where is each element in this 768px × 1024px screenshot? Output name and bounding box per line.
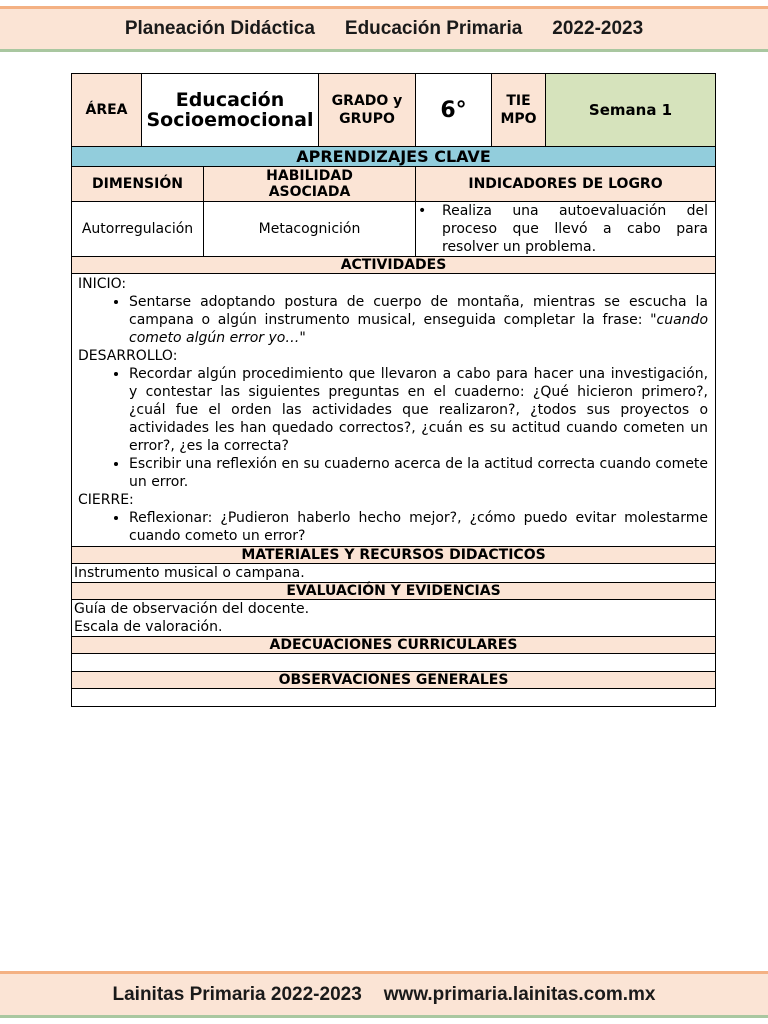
- dimension-value: Autorregulación: [72, 202, 204, 257]
- lesson-plan-table: [71, 73, 716, 707]
- observaciones-content: [72, 689, 716, 707]
- desarrollo-label: DESARROLLO:: [78, 348, 178, 364]
- aprendizajes-title: APRENDIZAJES CLAVE: [72, 147, 716, 167]
- observaciones-title-row: [72, 672, 716, 689]
- evaluacion-title-row: [72, 583, 716, 600]
- inicio-italic: cuando cometo algún error yo…: [129, 312, 709, 346]
- aprendizajes-header-row: [72, 167, 716, 202]
- indicator-text: Realiza una autoevaluación del proceso que llevó a cabo para resolver un problema.: [442, 203, 709, 255]
- info-row: [72, 74, 716, 147]
- aprendizajes-title-row: [72, 147, 716, 167]
- inicio-label: INICIO:: [78, 276, 127, 292]
- observaciones-row: [72, 689, 716, 707]
- page-header-band: [0, 6, 768, 52]
- cierre-list: [78, 509, 708, 545]
- materiales-row: [72, 564, 716, 583]
- list-item: • Escribir una reflexión en su cuaderno acerca de la actitud correcta cuando comete un error.: [129, 455, 708, 491]
- area-label: ÁREA: [72, 74, 142, 147]
- page-footer-band: [0, 971, 768, 1018]
- actividades-title: ACTIVIDADES: [72, 257, 716, 274]
- materiales-title: MATERIALES Y RECURSOS DIDACTICOS: [72, 547, 716, 564]
- footer-brand: Lainitas Primaria 2022-2023: [112, 983, 362, 1005]
- list-item: [129, 293, 708, 347]
- list-item: • Recordar algún procedimiento que llevaron a cabo para hacer una investigación, y contestar las siguientes preguntas en el cuaderno: ¿Qué hicieron primero?, ¿cuál fue el orden las actividades que realizaron?, ¿todos sus proyectos o actividades les han quedado correctos?, ¿cuán es su actitud cuando cometen un error?, ¿es la correcta?: [129, 365, 708, 455]
- bullet-icon: •: [418, 203, 427, 219]
- actividades-row: [72, 274, 716, 547]
- desarrollo-list: [78, 365, 708, 491]
- evaluacion-line: Guía de observación del docente.: [74, 601, 310, 617]
- evaluacion-row: [72, 600, 716, 637]
- week-value: Semana 1: [546, 74, 716, 147]
- indicator-item: [416, 202, 708, 256]
- grade-value: 6°: [416, 74, 492, 147]
- time-label: TIEMPO: [492, 74, 546, 147]
- inicio-list: [78, 293, 708, 347]
- skill-header: HABILIDAD ASOCIADA: [204, 167, 416, 202]
- evaluacion-line: Escala de valoración.: [74, 619, 223, 635]
- indicators-cell: [416, 202, 716, 257]
- list-item: • Reflexionar: ¿Pudieron haberlo hecho mejor?, ¿cómo puedo evitar molestarme cuando cometo un error?: [129, 509, 708, 545]
- adecuaciones-title: ADECUACIONES CURRICULARES: [72, 637, 716, 654]
- inicio-text: Sentarse adoptando postura de cuerpo de montaña, mientras se escucha la campana o algún instrumento musical, enseguida completar la frase: ": [129, 294, 709, 328]
- aprendizajes-values-row: [72, 202, 716, 257]
- cierre-label: CIERRE:: [78, 492, 134, 508]
- observaciones-title: OBSERVACIONES GENERALES: [72, 672, 716, 689]
- actividades-title-row: [72, 257, 716, 274]
- skill-value: Metacognición: [204, 202, 416, 257]
- dimension-header: DIMENSIÓN: [72, 167, 204, 202]
- actividades-cell: [72, 274, 716, 547]
- inicio-end: ": [299, 330, 306, 346]
- materiales-text: Instrumento musical o campana.: [72, 564, 716, 583]
- adecuaciones-row: [72, 654, 716, 672]
- header-year: 2022-2023: [552, 18, 644, 39]
- adecuaciones-content: [72, 654, 716, 672]
- materiales-title-row: [72, 547, 716, 564]
- indicators-header: INDICADORES DE LOGRO: [416, 167, 716, 202]
- footer-url: www.primaria.lainitas.com.mx: [383, 983, 656, 1005]
- adecuaciones-title-row: [72, 637, 716, 654]
- header-level: Educación Primaria: [344, 18, 523, 39]
- evaluacion-cell: [72, 600, 716, 637]
- evaluacion-title: EVALUACIÓN Y EVIDENCIAS: [72, 583, 716, 600]
- grade-label: GRADO y GRUPO: [319, 74, 416, 147]
- area-value: Educación Socioemocional: [142, 74, 319, 147]
- header-title: Planeación Didáctica: [124, 18, 315, 39]
